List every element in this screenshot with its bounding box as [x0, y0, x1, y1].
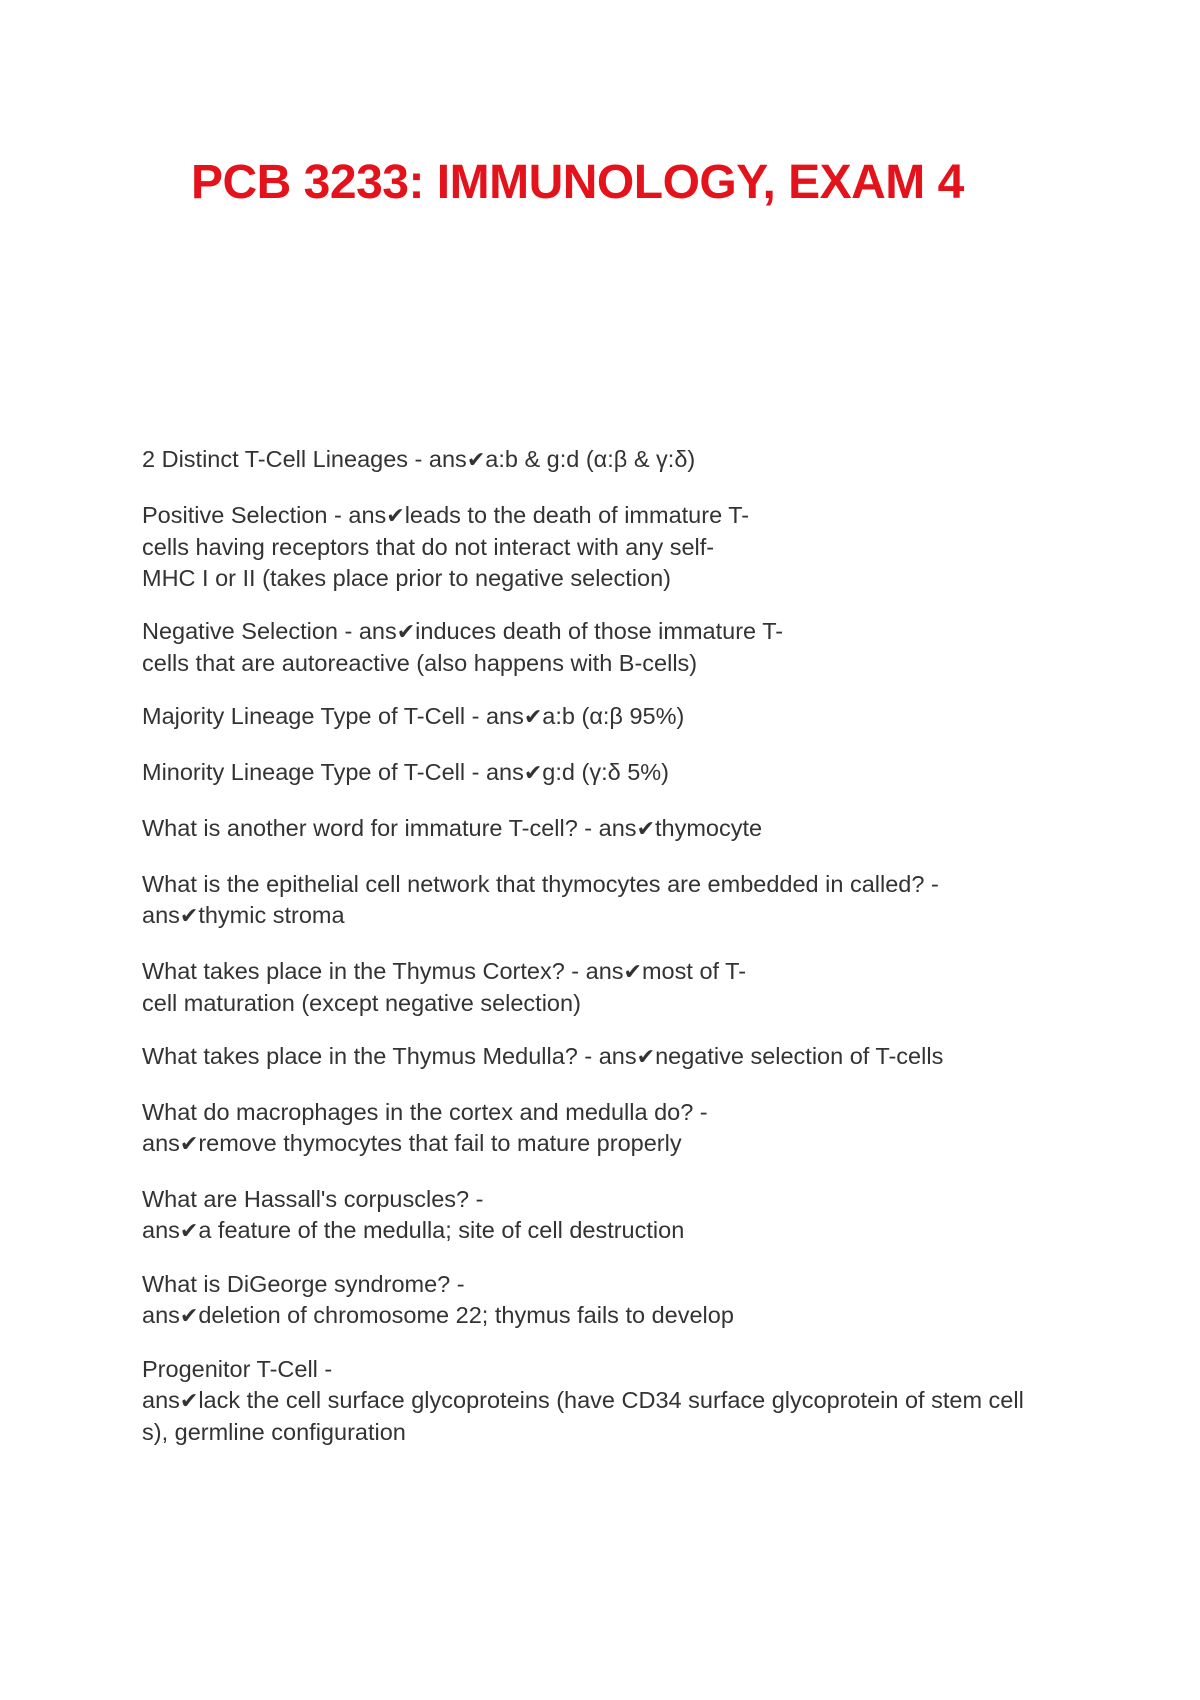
check-mark-icon: ✔ — [623, 960, 642, 985]
answer-text: most of T- — [641, 958, 747, 984]
qa-text: What is DiGeorge syndrome? - — [142, 1271, 465, 1297]
qa-text: What is another word for immature T-cell? - ans — [142, 815, 637, 841]
qa-line — [142, 813, 1082, 845]
check-mark-icon: ✔ — [636, 1045, 656, 1070]
qa-line — [142, 444, 1082, 476]
qa-entry — [142, 1184, 1082, 1247]
check-mark-icon: ✔ — [636, 817, 655, 842]
check-mark-icon: ✔ — [179, 1132, 199, 1157]
qa-line — [142, 1300, 1082, 1332]
qa-line — [142, 1385, 1082, 1417]
qa-text: Positive Selection - ans — [142, 502, 387, 528]
qa-text: Minority Lineage Type of T-Cell - ans — [142, 759, 524, 785]
qa-line — [142, 1215, 1082, 1247]
qa-text: What are Hassall's corpuscles? - — [142, 1186, 484, 1212]
qa-line — [142, 616, 1082, 648]
qa-entry — [142, 1354, 1082, 1448]
qa-text: cells that are autoreactive (also happens with B-cells) — [142, 650, 698, 676]
document-title: PCB 3233: IMMUNOLOGY, EXAM 4 — [191, 156, 964, 209]
qa-entry — [142, 1269, 1082, 1332]
qa-text: Majority Lineage Type of T-Cell - ans — [142, 703, 524, 729]
qa-entry — [142, 444, 1082, 476]
qa-entry — [142, 757, 1082, 789]
qa-entry — [142, 869, 1082, 932]
check-mark-icon: ✔ — [523, 761, 543, 786]
qa-text: Progenitor T-Cell - — [142, 1356, 333, 1382]
check-mark-icon: ✔ — [523, 705, 543, 730]
qa-text: Negative Selection - ans — [142, 618, 397, 644]
qa-text: cell maturation (except negative selection) — [142, 990, 581, 1016]
answer-text: a:b & g:d (α:β & γ:δ) — [485, 446, 696, 472]
qa-line — [142, 869, 1082, 900]
check-mark-icon: ✔ — [179, 1219, 199, 1244]
answer-text: a feature of the medulla; site of cell destruction — [198, 1217, 685, 1243]
answer-text: g:d (γ:δ 5%) — [542, 759, 669, 785]
qa-text: cells having receptors that do not interact with any self- — [142, 534, 715, 560]
answer-text: thymic stroma — [198, 902, 345, 928]
qa-entry — [142, 956, 1082, 1019]
qa-line — [142, 956, 1082, 988]
qa-entry — [142, 500, 1082, 594]
qa-line — [142, 1417, 1082, 1448]
qa-line — [142, 1041, 1082, 1073]
answer-text: induces death of those immature T- — [415, 618, 784, 644]
qa-line — [142, 1128, 1082, 1160]
check-mark-icon: ✔ — [179, 1304, 199, 1329]
qa-text: ans — [142, 1130, 180, 1156]
qa-line — [142, 988, 1082, 1019]
qa-text: What takes place in the Thymus Cortex? - ans — [142, 958, 624, 984]
qa-line — [142, 1354, 1082, 1385]
qa-text: ans — [142, 902, 180, 928]
qa-line — [142, 648, 1082, 679]
check-mark-icon: ✔ — [466, 448, 486, 473]
qa-line — [142, 1097, 1082, 1128]
check-mark-icon: ✔ — [386, 504, 405, 529]
qa-line — [142, 757, 1082, 789]
qa-line — [142, 532, 1082, 563]
answer-text: remove thymocytes that fail to mature properly — [198, 1130, 682, 1156]
check-mark-icon: ✔ — [396, 620, 416, 645]
qa-text: MHC I or II (takes place prior to negative selection) — [142, 565, 671, 591]
qa-entry — [142, 701, 1082, 733]
qa-text: ans — [142, 1217, 180, 1243]
qa-entry — [142, 1097, 1082, 1160]
qa-text: ans — [142, 1387, 180, 1413]
answer-text: negative selection of T-cells — [655, 1043, 944, 1069]
qa-line — [142, 500, 1082, 532]
qa-line — [142, 1269, 1082, 1300]
qa-text: What do macrophages in the cortex and medulla do? - — [142, 1099, 708, 1125]
answer-text: deletion of chromosome 22; thymus fails to develop — [198, 1302, 734, 1328]
qa-text: What is the epithelial cell network that thymocytes are embedded in called? - — [142, 871, 939, 897]
qa-text: ans — [142, 1302, 180, 1328]
qa-entry — [142, 1041, 1082, 1073]
check-mark-icon: ✔ — [179, 904, 199, 929]
answer-text: thymocyte — [655, 815, 763, 841]
qa-text: 2 Distinct T-Cell Lineages - ans — [142, 446, 467, 472]
qa-line — [142, 701, 1082, 733]
qa-line — [142, 563, 1082, 594]
answer-text: leads to the death of immature T- — [404, 502, 750, 528]
qa-text: What takes place in the Thymus Medulla? - ans — [142, 1043, 637, 1069]
check-mark-icon: ✔ — [179, 1389, 199, 1414]
qa-entry — [142, 813, 1082, 845]
answer-text: lack the cell surface glycoproteins (have CD34 surface glycoprotein of stem cell — [198, 1387, 1024, 1413]
qa-line — [142, 900, 1082, 932]
answer-text: a:b (α:β 95%) — [542, 703, 685, 729]
qa-line — [142, 1184, 1082, 1215]
qa-list — [142, 420, 1082, 1448]
qa-entry — [142, 616, 1082, 679]
qa-text: s), germline configuration — [142, 1419, 406, 1445]
